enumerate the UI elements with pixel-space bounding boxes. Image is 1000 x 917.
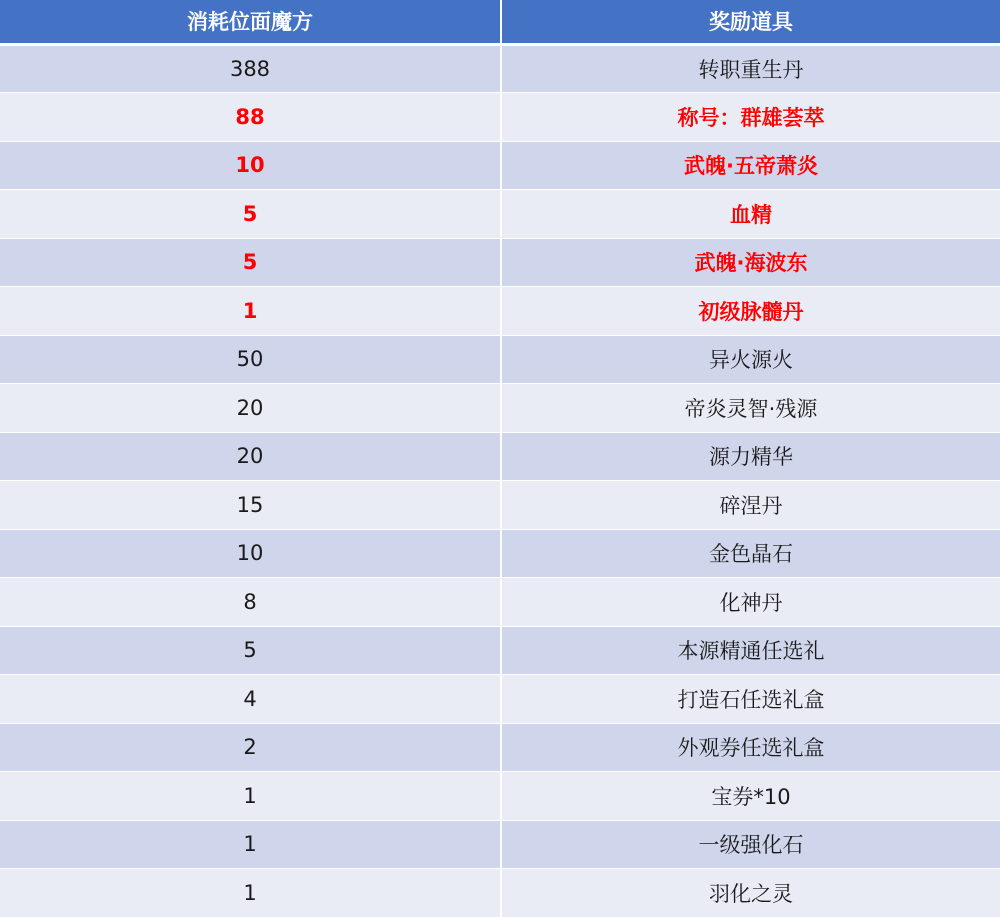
- cost-cell: 1: [0, 772, 501, 821]
- header-row: [0, 0, 1000, 44]
- cost-cell: 10: [0, 529, 501, 578]
- reward-cell: 宝券*10: [501, 772, 1000, 821]
- cost-cell: 10: [0, 141, 501, 190]
- cost-cell: 88: [0, 93, 501, 142]
- reward-cell: 羽化之灵: [501, 869, 1000, 917]
- cost-cell: 20: [0, 432, 501, 481]
- table-body: [0, 44, 1000, 917]
- cost-cell: 1: [0, 869, 501, 917]
- table-row: [0, 238, 1000, 287]
- table-row: [0, 723, 1000, 772]
- reward-cell: 外观券任选礼盒: [501, 723, 1000, 772]
- cost-cell: 5: [0, 238, 501, 287]
- cost-cell: 1: [0, 287, 501, 336]
- reward-cell: 化神丹: [501, 578, 1000, 627]
- table-row: [0, 432, 1000, 481]
- reward-cell: 本源精通任选礼: [501, 626, 1000, 675]
- table-row: [0, 626, 1000, 675]
- reward-cell: 异火源火: [501, 335, 1000, 384]
- reward-cell: 金色晶石: [501, 529, 1000, 578]
- table-row: [0, 190, 1000, 239]
- table-header: [0, 0, 1000, 44]
- reward-cell: 武魄·五帝萧炎: [501, 141, 1000, 190]
- table-row: [0, 93, 1000, 142]
- cost-cell: 388: [0, 44, 501, 93]
- table-row: [0, 772, 1000, 821]
- reward-cell: 打造石任选礼盒: [501, 675, 1000, 724]
- table-row: [0, 820, 1000, 869]
- reward-cell: 碎涅丹: [501, 481, 1000, 530]
- reward-cell: 转职重生丹: [501, 44, 1000, 93]
- cost-cell: 20: [0, 384, 501, 433]
- reward-cell: 武魄·海波东: [501, 238, 1000, 287]
- table-row: [0, 481, 1000, 530]
- cost-cell: 15: [0, 481, 501, 530]
- cost-cell: 4: [0, 675, 501, 724]
- table-row: [0, 578, 1000, 627]
- header-cost: 消耗位面魔方: [0, 0, 501, 44]
- reward-cell: 一级强化石: [501, 820, 1000, 869]
- table-row: [0, 287, 1000, 336]
- reward-cell: 血精: [501, 190, 1000, 239]
- header-reward: 奖励道具: [501, 0, 1000, 44]
- table-row: [0, 141, 1000, 190]
- cost-cell: 5: [0, 626, 501, 675]
- table-row: [0, 384, 1000, 433]
- table-row: [0, 675, 1000, 724]
- cost-cell: 1: [0, 820, 501, 869]
- table-row: [0, 529, 1000, 578]
- cost-cell: 8: [0, 578, 501, 627]
- reward-cell: 初级脉髓丹: [501, 287, 1000, 336]
- reward-cell: 源力精华: [501, 432, 1000, 481]
- reward-cell: 帝炎灵智·残源: [501, 384, 1000, 433]
- table-row: [0, 44, 1000, 93]
- table-row: [0, 335, 1000, 384]
- reward-cell: 称号：群雄荟萃: [501, 93, 1000, 142]
- cost-cell: 2: [0, 723, 501, 772]
- cost-cell: 5: [0, 190, 501, 239]
- cost-cell: 50: [0, 335, 501, 384]
- table-row: [0, 869, 1000, 917]
